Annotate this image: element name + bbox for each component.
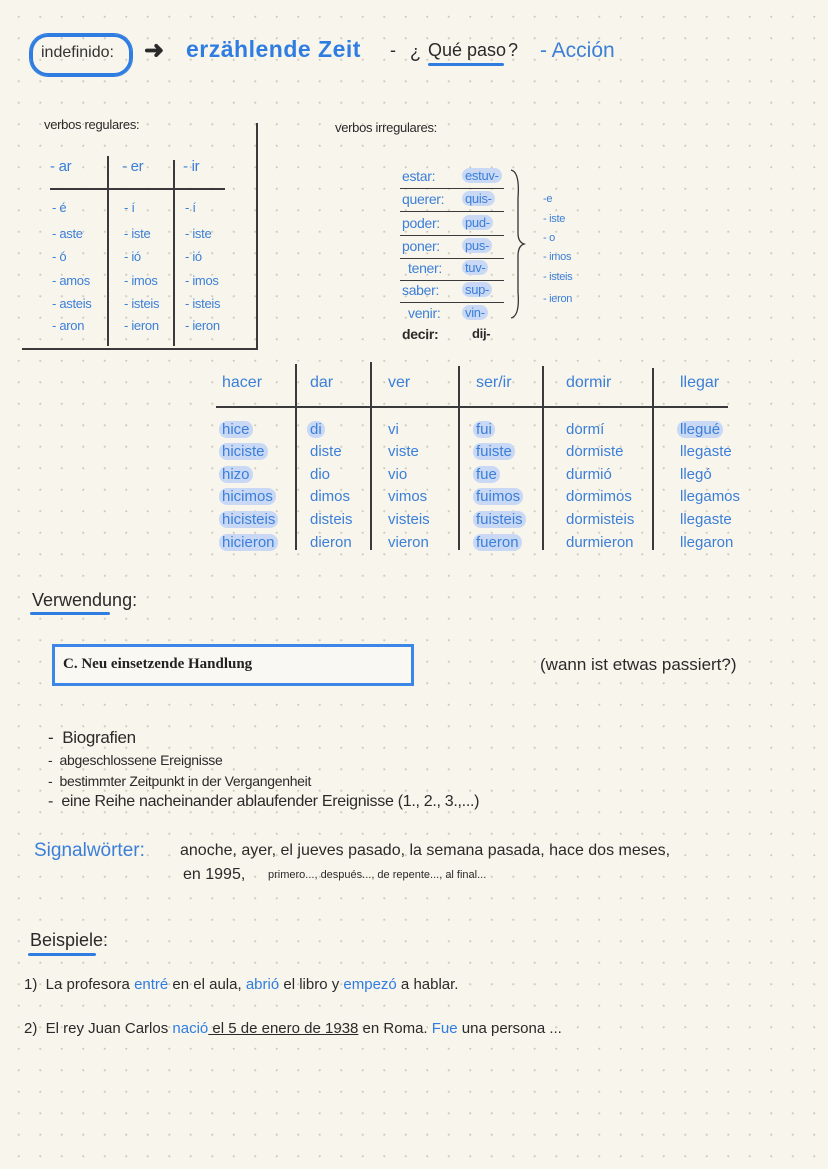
conjugation-cell: disteis	[310, 511, 353, 528]
irregular-verb: poner:	[402, 238, 440, 254]
ending-cell: - aron	[52, 318, 85, 333]
irregular-verb: saber:	[402, 282, 440, 298]
highlighted-text: fui	[473, 421, 495, 438]
table-divider	[652, 368, 654, 550]
usage-item: - abgeschlossene Ereignisse	[48, 752, 223, 768]
table-divider	[173, 160, 175, 346]
ending-cell: - ó	[52, 249, 67, 264]
conjugation-cell: visteis	[388, 511, 430, 528]
irregular-verb: tener:	[408, 260, 442, 276]
conjugation-cell	[473, 511, 526, 528]
conjugation-cell: llegaste	[680, 511, 732, 528]
conjugation-cell: dio	[310, 466, 331, 483]
conjugation-cell: dimos	[310, 488, 351, 505]
irregular-stem	[462, 260, 488, 275]
usage-type-label: C. Neu einsetzende Handlung	[63, 656, 253, 672]
example-text: una persona ...	[457, 1020, 562, 1037]
column-header: dar	[310, 374, 334, 391]
highlighted-text: fuimos	[473, 488, 523, 505]
verb-highlight: nació	[172, 1020, 209, 1037]
conjugation-cell: vi	[388, 421, 399, 438]
signal-words-label: Signalwörter:	[34, 840, 145, 861]
highlighted-text: fuiste	[473, 443, 515, 460]
signal-words-line2b: primero..., después..., de repente..., al final...	[268, 869, 487, 881]
usage-item: - eine Reihe nacheinander ablaufender Ereignisse (1., 2., 3.,...)	[48, 793, 480, 810]
dash: -	[390, 40, 396, 60]
usage-note: (wann ist etwas passiert?)	[540, 655, 737, 674]
ending: - o	[543, 232, 555, 244]
irregular-stem: dij-	[472, 326, 491, 341]
highlighted-text: hice	[219, 421, 253, 438]
highlighted-text: fue	[473, 466, 500, 483]
irregular-stem	[462, 282, 492, 297]
verb-highlight: abrió	[245, 976, 280, 993]
column-header: hacer	[222, 374, 263, 391]
table-divider	[50, 188, 225, 190]
irregular-stem	[462, 305, 488, 320]
ending-cell: - imos	[124, 273, 158, 288]
arrow-icon: ➜	[144, 37, 165, 64]
example-text: el libro y	[279, 976, 344, 993]
irregular-stem	[462, 168, 502, 183]
conjugation-cell	[307, 421, 325, 438]
example-1	[24, 976, 458, 993]
accion-label: - Acción	[540, 39, 615, 62]
usage-heading: Verwendung:	[32, 590, 138, 610]
highlighted-text: llegué	[677, 421, 723, 438]
ending: - imos	[543, 251, 572, 263]
column-header: - ar	[50, 158, 72, 175]
ending: - ieron	[543, 293, 573, 305]
highlighted-text: hicisteis	[219, 511, 278, 528]
irregular-verb: querer:	[402, 191, 445, 207]
ending-cell: - iste	[185, 226, 212, 241]
irregular-stem	[462, 238, 492, 253]
conjugation-cell	[473, 443, 515, 460]
irregular-verb: venir:	[408, 305, 441, 321]
row-divider	[400, 302, 504, 303]
ending-cell: - í	[124, 200, 135, 215]
conjugation-cell	[219, 488, 276, 505]
highlighted-text: pus-	[462, 238, 492, 253]
conjugation-cell: vio	[388, 466, 408, 483]
ending: -e	[543, 193, 553, 205]
ending-cell: - ieron	[185, 318, 220, 333]
usage-item: - bestimmter Zeitpunkt in der Vergangenheit	[48, 773, 312, 789]
highlighted-text: tuv-	[462, 260, 488, 275]
example-text: 2) El rey Juan Carlos	[24, 1020, 173, 1037]
irregular-verb: estar:	[402, 168, 436, 184]
highlighted-text: vin-	[462, 305, 488, 320]
conjugation-cell: vieron	[388, 534, 429, 551]
ending-cell: - ieron	[124, 318, 159, 333]
highlighted-text: hicimos	[219, 488, 276, 505]
conjugation-cell	[473, 534, 522, 551]
heading-underline	[30, 612, 110, 615]
ending-cell: - é	[52, 200, 67, 215]
highlighted-text: fuisteis	[473, 511, 526, 528]
highlighted-text: hiciste	[219, 443, 268, 460]
question-close: ?	[508, 40, 519, 60]
example-text: el 5 de enero de 1938	[208, 1020, 359, 1037]
column-header: ser/ir	[476, 374, 512, 391]
example-text: en Roma.	[358, 1020, 432, 1037]
conjugation-cell: vimos	[388, 488, 428, 505]
verb-highlight: entré	[134, 976, 169, 993]
highlighted-text: estuv-	[462, 168, 502, 183]
table-divider	[370, 362, 372, 550]
highlighted-text: di	[307, 421, 325, 438]
verb-highlight: empezó	[343, 976, 397, 993]
usage-item: - Biografien	[48, 728, 136, 747]
conjugation-cell	[473, 421, 495, 438]
verb-highlight: Fue	[431, 1020, 458, 1037]
table-divider	[107, 156, 109, 346]
frame-line	[22, 348, 258, 350]
table-divider	[458, 366, 460, 550]
conjugation-cell: llegaron	[680, 534, 734, 551]
conjugation-cell	[219, 534, 278, 551]
question-underline	[428, 63, 504, 66]
ending-cell: - í	[185, 200, 196, 215]
highlighted-text: hicieron	[219, 534, 278, 551]
question-open: ¿	[410, 42, 421, 62]
conjugation-cell: dieron	[310, 534, 352, 551]
conjugation-cell: viste	[388, 443, 419, 460]
table-divider	[295, 364, 297, 550]
ending-cell: - iste	[124, 226, 151, 241]
highlighted-text: hizo	[219, 466, 253, 483]
usage-type-box	[52, 644, 414, 686]
conjugation-cell: llegó	[680, 466, 712, 483]
signal-words-line1: anoche, ayer, el jueves pasado, la semana pasada, hace dos meses,	[180, 842, 671, 859]
tense-label: indefinido:	[41, 44, 114, 61]
heading-underline	[28, 953, 96, 956]
table-divider	[542, 366, 544, 550]
highlighted-text: pud-	[462, 215, 493, 230]
conjugation-cell: durmieron	[566, 534, 634, 551]
conjugation-cell: dormimos	[566, 488, 632, 505]
highlighted-text: quis-	[462, 191, 495, 206]
ending-cell: - isteis	[124, 296, 160, 311]
ending-cell: - ió	[124, 249, 141, 264]
regular-verbs-label: verbos regulares:	[44, 117, 140, 132]
ending-cell: - aste	[52, 226, 83, 241]
conjugation-cell: dormiste	[566, 443, 624, 460]
highlighted-text: sup-	[462, 282, 492, 297]
ending-cell: - amos	[52, 273, 90, 288]
signal-words-line2a: en 1995,	[183, 866, 246, 883]
conjugation-cell	[473, 488, 523, 505]
conjugation-cell: durmió	[566, 466, 612, 483]
conjugation-cell: dormí	[566, 421, 605, 438]
column-header: - er	[122, 158, 144, 175]
row-divider	[400, 235, 504, 236]
irregular-stem	[462, 191, 495, 206]
example-text: a hablar.	[396, 976, 459, 993]
column-header: dormir	[566, 374, 612, 391]
irregular-verbs-label: verbos irregulares:	[335, 120, 437, 135]
examples-heading: Beispiele:	[30, 930, 109, 950]
column-header: ver	[388, 374, 411, 391]
ending-cell: - imos	[185, 273, 219, 288]
ending-cell: - asteis	[52, 296, 92, 311]
irregular-verb: poder:	[402, 215, 440, 231]
conjugation-cell: llegamos	[680, 488, 741, 505]
row-divider	[400, 188, 504, 189]
irregular-stem	[462, 215, 493, 230]
conjugation-cell: diste	[310, 443, 342, 460]
page-title: erzählende Zeit	[186, 36, 361, 62]
highlighted-text: fueron	[473, 534, 522, 551]
column-header: - ir	[183, 158, 200, 175]
ending-cell: - ió	[185, 249, 202, 264]
ending-cell: - isteis	[185, 296, 221, 311]
conjugation-cell	[473, 466, 500, 483]
ending: - isteis	[543, 271, 573, 283]
row-divider	[400, 211, 504, 212]
ending: - iste	[543, 213, 566, 225]
conjugation-cell: dormisteis	[566, 511, 635, 528]
conjugation-cell	[219, 421, 253, 438]
example-2	[24, 1020, 562, 1037]
conjugation-cell: llegaste	[680, 443, 732, 460]
example-text: 1) La profesora	[24, 976, 135, 993]
conjugation-cell	[219, 511, 278, 528]
frame-line	[256, 123, 258, 349]
irregular-verb: decir:	[402, 326, 439, 342]
conjugation-cell	[677, 421, 723, 438]
column-header: llegar	[680, 374, 720, 391]
brace-icon	[508, 168, 528, 320]
conjugation-cell	[219, 443, 268, 460]
question-text: Qué paso	[428, 40, 507, 60]
example-text: en el aula,	[168, 976, 246, 993]
tense-cloud-badge	[30, 34, 132, 76]
conjugation-cell	[219, 466, 253, 483]
